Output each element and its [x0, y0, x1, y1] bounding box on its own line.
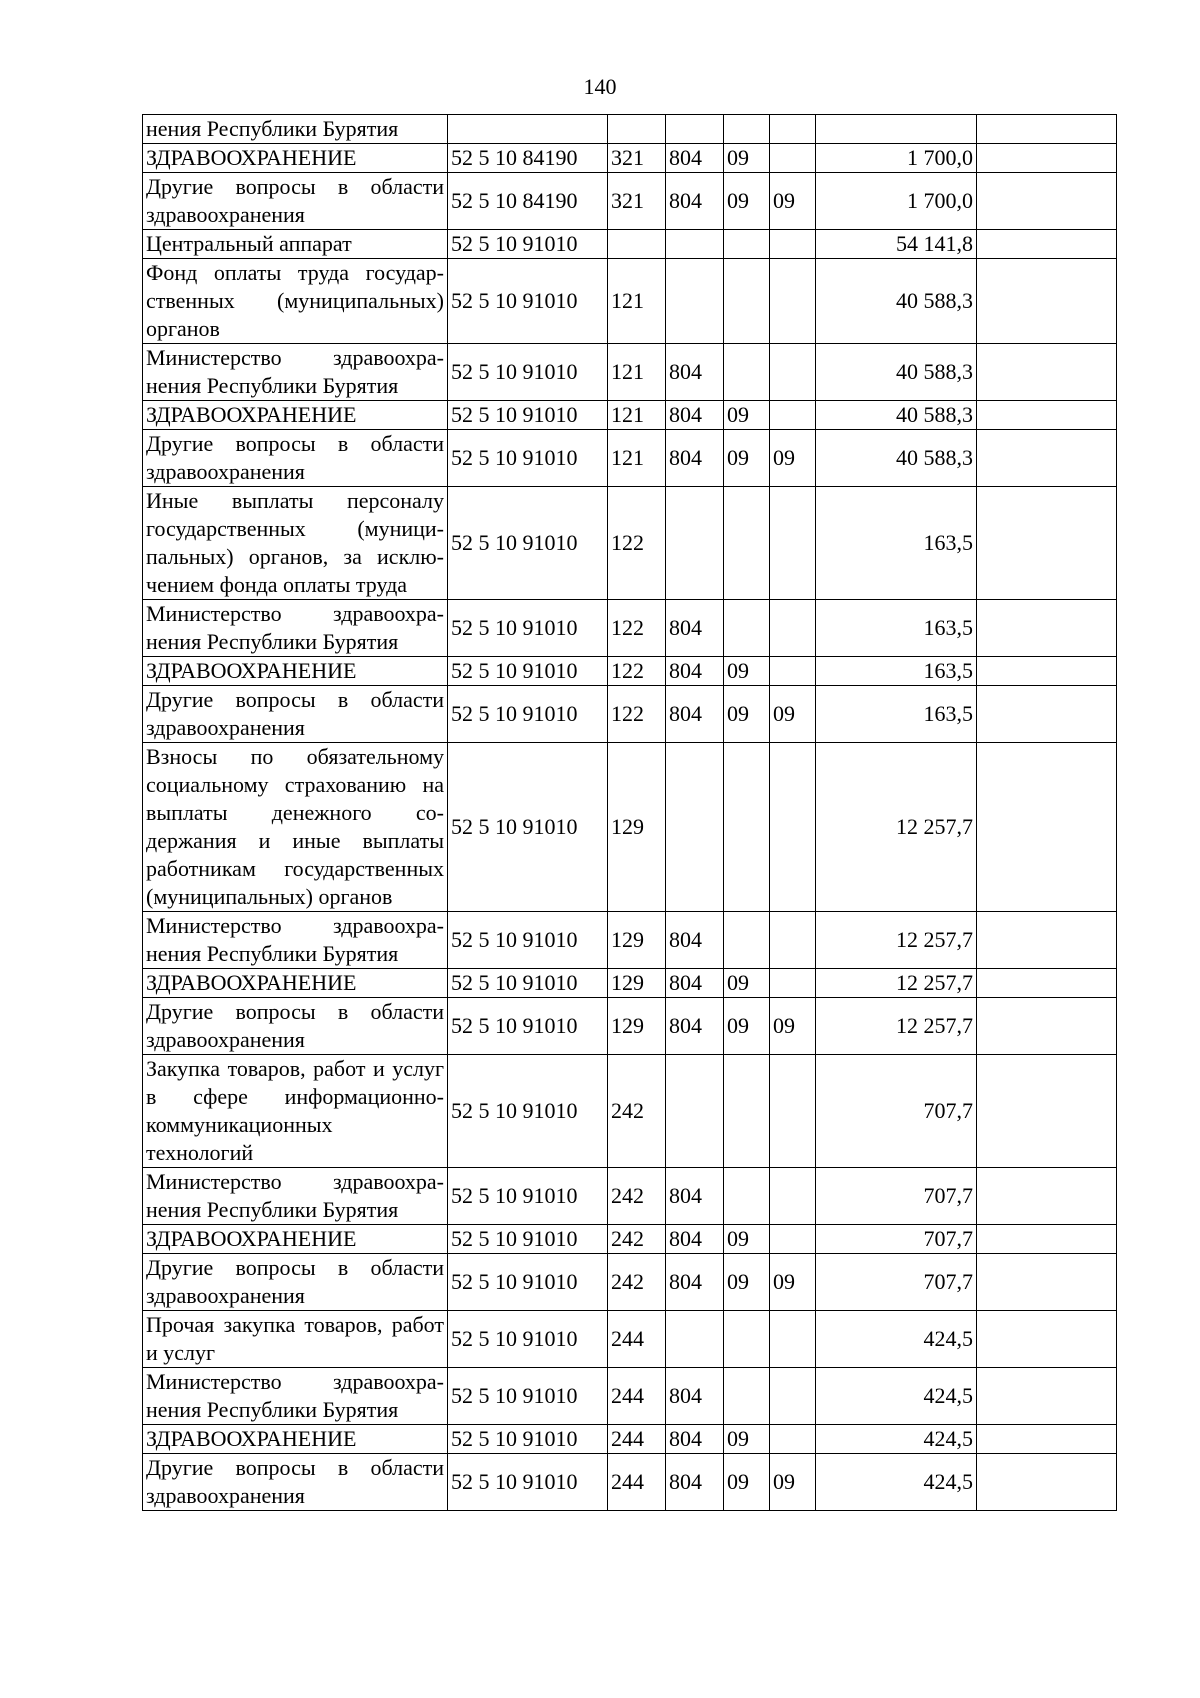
empty-cell: [977, 1225, 1117, 1254]
department-cell: 804: [666, 657, 724, 686]
table-row: [143, 173, 1117, 230]
amount-cell: 40 588,3: [816, 401, 977, 430]
section-cell: 09: [724, 430, 770, 487]
empty-cell: [977, 1254, 1117, 1311]
amount-cell: 12 257,7: [816, 969, 977, 998]
section-cell: 09: [724, 686, 770, 743]
expense-type-cell: 129: [608, 912, 666, 969]
amount-cell: 1 700,0: [816, 173, 977, 230]
row-name-cell: Другие вопросы в области здравоохранения: [143, 1454, 448, 1511]
expense-type-cell: 122: [608, 600, 666, 657]
budget-table: [142, 114, 1117, 1511]
subsection-cell: 09: [770, 173, 816, 230]
amount-cell: 40 588,3: [816, 430, 977, 487]
subsection-cell: [770, 1311, 816, 1368]
section-cell: [724, 1055, 770, 1168]
amount-cell: 424,5: [816, 1454, 977, 1511]
department-cell: 804: [666, 430, 724, 487]
row-name-cell: Министерство здравоохранения Республики Бурятия: [143, 1368, 448, 1425]
empty-cell: [977, 344, 1117, 401]
amount-cell: 707,7: [816, 1168, 977, 1225]
amount-cell: 54 141,8: [816, 230, 977, 259]
subsection-cell: 09: [770, 1454, 816, 1511]
row-name-cell: Закупка товаров, работ и услуг в сфере информационно-коммуникационных технологий: [143, 1055, 448, 1168]
subsection-cell: [770, 600, 816, 657]
subsection-cell: [770, 969, 816, 998]
section-cell: 09: [724, 1425, 770, 1454]
subsection-cell: 09: [770, 1254, 816, 1311]
expense-type-cell: 121: [608, 344, 666, 401]
expense-type-cell: 129: [608, 969, 666, 998]
department-cell: 804: [666, 401, 724, 430]
subsection-cell: 09: [770, 686, 816, 743]
target-article-cell: 52 5 10 91010: [448, 1368, 608, 1425]
target-article-cell: 52 5 10 91010: [448, 998, 608, 1055]
empty-cell: [977, 401, 1117, 430]
row-name-cell: Министерство здравоохранения Республики Бурятия: [143, 344, 448, 401]
expense-type-cell: 129: [608, 743, 666, 912]
target-article-cell: 52 5 10 91010: [448, 1168, 608, 1225]
empty-cell: [977, 1168, 1117, 1225]
empty-cell: [977, 1368, 1117, 1425]
expense-type-cell: 122: [608, 657, 666, 686]
target-article-cell: 52 5 10 91010: [448, 1055, 608, 1168]
empty-cell: [977, 144, 1117, 173]
row-name-cell: Фонд оплаты труда государственных (муниципальных) органов: [143, 259, 448, 344]
row-name-cell: Другие вопросы в области здравоохранения: [143, 173, 448, 230]
page-number: 140: [583, 74, 617, 99]
row-name-cell: Другие вопросы в области здравоохранения: [143, 1254, 448, 1311]
target-article-cell: 52 5 10 91010: [448, 969, 608, 998]
empty-cell: [977, 1454, 1117, 1511]
empty-cell: [977, 743, 1117, 912]
department-cell: [666, 1311, 724, 1368]
department-cell: 804: [666, 344, 724, 401]
row-name-cell: нения Республики Бурятия: [143, 115, 448, 144]
department-cell: 804: [666, 144, 724, 173]
amount-cell: 12 257,7: [816, 743, 977, 912]
amount-cell: 424,5: [816, 1311, 977, 1368]
expense-type-cell: 244: [608, 1425, 666, 1454]
expense-type-cell: 244: [608, 1311, 666, 1368]
expense-type-cell: 121: [608, 259, 666, 344]
table-row: [143, 230, 1117, 259]
subsection-cell: [770, 912, 816, 969]
target-article-cell: 52 5 10 91010: [448, 344, 608, 401]
amount-cell: 707,7: [816, 1254, 977, 1311]
department-cell: 804: [666, 969, 724, 998]
subsection-cell: [770, 487, 816, 600]
amount-cell: 707,7: [816, 1225, 977, 1254]
table-row: [143, 1311, 1117, 1368]
table-row: [143, 1425, 1117, 1454]
table-row: [143, 259, 1117, 344]
department-cell: 804: [666, 1368, 724, 1425]
section-cell: 09: [724, 657, 770, 686]
table-body: [143, 115, 1117, 1511]
target-article-cell: 52 5 10 91010: [448, 1254, 608, 1311]
table-row: [143, 686, 1117, 743]
empty-cell: [977, 686, 1117, 743]
table-row: [143, 401, 1117, 430]
row-name-cell: Министерство здравоохранения Республики Бурятия: [143, 600, 448, 657]
table-row: [143, 1225, 1117, 1254]
target-article-cell: 52 5 10 91010: [448, 401, 608, 430]
empty-cell: [977, 912, 1117, 969]
amount-cell: 163,5: [816, 686, 977, 743]
row-name-cell: ЗДРАВООХРАНЕНИЕ: [143, 1225, 448, 1254]
table-row: [143, 969, 1117, 998]
department-cell: 804: [666, 1168, 724, 1225]
department-cell: 804: [666, 1254, 724, 1311]
department-cell: [666, 259, 724, 344]
target-article-cell: 52 5 10 84190: [448, 144, 608, 173]
table-row: [143, 912, 1117, 969]
section-cell: [724, 600, 770, 657]
target-article-cell: 52 5 10 91010: [448, 230, 608, 259]
subsection-cell: [770, 230, 816, 259]
section-cell: 09: [724, 1454, 770, 1511]
department-cell: 804: [666, 1454, 724, 1511]
amount-cell: 163,5: [816, 600, 977, 657]
row-name-cell: Центральный аппарат: [143, 230, 448, 259]
target-article-cell: 52 5 10 91010: [448, 1311, 608, 1368]
target-article-cell: 52 5 10 91010: [448, 1454, 608, 1511]
row-name-cell: Взносы по обязательному социальному страхованию на выплаты денежного содержания и иные выплаты работникам государственных (муниципальных) органов: [143, 743, 448, 912]
section-cell: 09: [724, 998, 770, 1055]
row-name-cell: Министерство здравоохранения Республики Бурятия: [143, 1168, 448, 1225]
section-cell: [724, 344, 770, 401]
amount-cell: 12 257,7: [816, 998, 977, 1055]
empty-cell: [977, 998, 1117, 1055]
subsection-cell: [770, 344, 816, 401]
target-article-cell: 52 5 10 91010: [448, 912, 608, 969]
table-row: [143, 1168, 1117, 1225]
empty-cell: [977, 1311, 1117, 1368]
row-name-cell: Другие вопросы в области здравоохранения: [143, 430, 448, 487]
table-row: [143, 144, 1117, 173]
empty-cell: [977, 969, 1117, 998]
empty-cell: [977, 600, 1117, 657]
subsection-cell: [770, 1425, 816, 1454]
section-cell: 09: [724, 401, 770, 430]
section-cell: [724, 912, 770, 969]
amount-cell: 424,5: [816, 1368, 977, 1425]
subsection-cell: [770, 259, 816, 344]
subsection-cell: [770, 1225, 816, 1254]
expense-type-cell: 321: [608, 144, 666, 173]
row-name-cell: Другие вопросы в области здравоохранения: [143, 998, 448, 1055]
expense-type-cell: 242: [608, 1168, 666, 1225]
table-row: [143, 487, 1117, 600]
target-article-cell: 52 5 10 91010: [448, 1425, 608, 1454]
amount-cell: 707,7: [816, 1055, 977, 1168]
amount-cell: 163,5: [816, 657, 977, 686]
section-cell: 09: [724, 1225, 770, 1254]
empty-cell: [977, 230, 1117, 259]
row-name-cell: ЗДРАВООХРАНЕНИЕ: [143, 969, 448, 998]
department-cell: [666, 115, 724, 144]
expense-type-cell: 122: [608, 686, 666, 743]
empty-cell: [977, 1425, 1117, 1454]
department-cell: 804: [666, 1425, 724, 1454]
expense-type-cell: 244: [608, 1454, 666, 1511]
amount-cell: 424,5: [816, 1425, 977, 1454]
expense-type-cell: [608, 230, 666, 259]
target-article-cell: 52 5 10 91010: [448, 487, 608, 600]
section-cell: [724, 743, 770, 912]
department-cell: 804: [666, 173, 724, 230]
table-row: [143, 115, 1117, 144]
section-cell: 09: [724, 969, 770, 998]
table-row: [143, 657, 1117, 686]
empty-cell: [977, 430, 1117, 487]
expense-type-cell: 122: [608, 487, 666, 600]
subsection-cell: [770, 1168, 816, 1225]
department-cell: 804: [666, 998, 724, 1055]
table-row: [143, 1368, 1117, 1425]
empty-cell: [977, 1055, 1117, 1168]
target-article-cell: 52 5 10 91010: [448, 259, 608, 344]
expense-type-cell: 242: [608, 1225, 666, 1254]
department-cell: [666, 1055, 724, 1168]
section-cell: 09: [724, 144, 770, 173]
row-name-cell: ЗДРАВООХРАНЕНИЕ: [143, 401, 448, 430]
target-article-cell: 52 5 10 91010: [448, 686, 608, 743]
subsection-cell: [770, 115, 816, 144]
amount-cell: 1 700,0: [816, 144, 977, 173]
section-cell: [724, 115, 770, 144]
empty-cell: [977, 115, 1117, 144]
expense-type-cell: 242: [608, 1055, 666, 1168]
table-row: [143, 1454, 1117, 1511]
amount-cell: 12 257,7: [816, 912, 977, 969]
subsection-cell: [770, 657, 816, 686]
department-cell: 804: [666, 686, 724, 743]
section-cell: [724, 1311, 770, 1368]
expense-type-cell: 121: [608, 401, 666, 430]
expense-type-cell: 121: [608, 430, 666, 487]
table-row: [143, 600, 1117, 657]
empty-cell: [977, 259, 1117, 344]
empty-cell: [977, 657, 1117, 686]
expense-type-cell: [608, 115, 666, 144]
amount-cell: 40 588,3: [816, 344, 977, 401]
target-article-cell: 52 5 10 84190: [448, 173, 608, 230]
target-article-cell: 52 5 10 91010: [448, 1225, 608, 1254]
section-cell: 09: [724, 173, 770, 230]
department-cell: 804: [666, 1225, 724, 1254]
row-name-cell: ЗДРАВООХРАНЕНИЕ: [143, 1425, 448, 1454]
empty-cell: [977, 173, 1117, 230]
subsection-cell: [770, 144, 816, 173]
target-article-cell: [448, 115, 608, 144]
row-name-cell: Иные выплаты персоналу государственных (муниципальных) органов, за исключением фонда оплаты труда: [143, 487, 448, 600]
department-cell: [666, 230, 724, 259]
table-row: [143, 743, 1117, 912]
section-cell: 09: [724, 1254, 770, 1311]
table-row: [143, 998, 1117, 1055]
target-article-cell: 52 5 10 91010: [448, 657, 608, 686]
row-name-cell: ЗДРАВООХРАНЕНИЕ: [143, 144, 448, 173]
section-cell: [724, 259, 770, 344]
table-row: [143, 430, 1117, 487]
row-name-cell: Другие вопросы в области здравоохранения: [143, 686, 448, 743]
subsection-cell: [770, 743, 816, 912]
expense-type-cell: 321: [608, 173, 666, 230]
expense-type-cell: 129: [608, 998, 666, 1055]
subsection-cell: 09: [770, 998, 816, 1055]
empty-cell: [977, 487, 1117, 600]
section-cell: [724, 1168, 770, 1225]
table-row: [143, 1254, 1117, 1311]
table-row: [143, 344, 1117, 401]
subsection-cell: 09: [770, 430, 816, 487]
target-article-cell: 52 5 10 91010: [448, 600, 608, 657]
expense-type-cell: 242: [608, 1254, 666, 1311]
department-cell: 804: [666, 912, 724, 969]
amount-cell: [816, 115, 977, 144]
amount-cell: 163,5: [816, 487, 977, 600]
expense-type-cell: 244: [608, 1368, 666, 1425]
row-name-cell: Прочая закупка товаров, работ и услуг: [143, 1311, 448, 1368]
section-cell: [724, 487, 770, 600]
department-cell: [666, 743, 724, 912]
amount-cell: 40 588,3: [816, 259, 977, 344]
row-name-cell: Министерство здравоохранения Республики Бурятия: [143, 912, 448, 969]
row-name-cell: ЗДРАВООХРАНЕНИЕ: [143, 657, 448, 686]
department-cell: 804: [666, 600, 724, 657]
subsection-cell: [770, 401, 816, 430]
department-cell: [666, 487, 724, 600]
table-row: [143, 1055, 1117, 1168]
subsection-cell: [770, 1055, 816, 1168]
target-article-cell: 52 5 10 91010: [448, 430, 608, 487]
section-cell: [724, 230, 770, 259]
subsection-cell: [770, 1368, 816, 1425]
section-cell: [724, 1368, 770, 1425]
target-article-cell: 52 5 10 91010: [448, 743, 608, 912]
